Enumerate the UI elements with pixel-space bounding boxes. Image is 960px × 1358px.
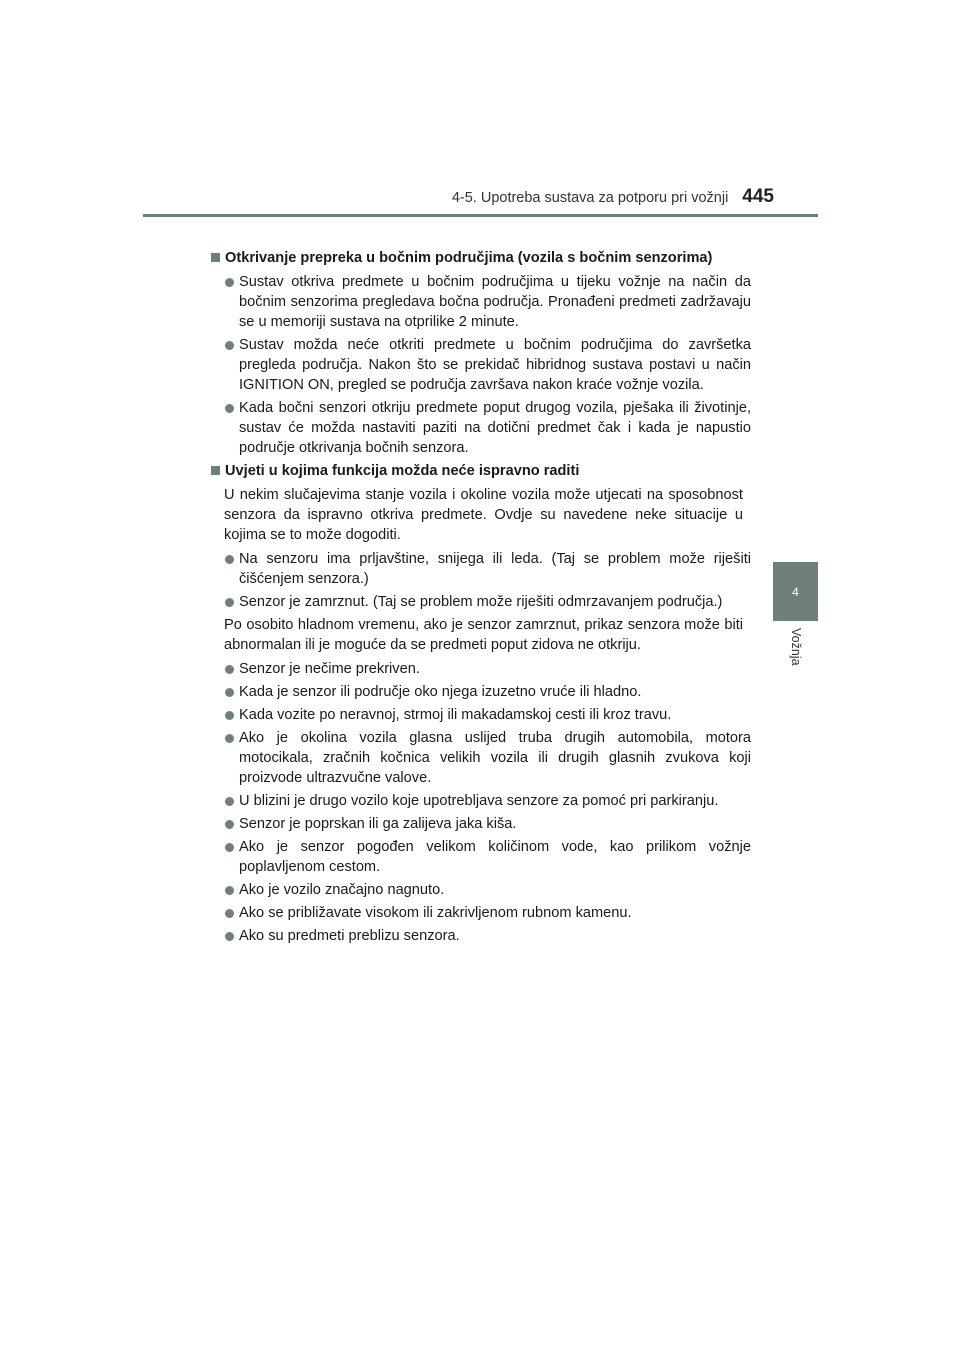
list-item-text: Senzor je nečime prekriven. — [239, 661, 420, 677]
list-item-text: Senzor je zamrznut. (Taj se problem može riješiti odmrzavanjem područja.) — [239, 594, 723, 610]
list-item-text: Sustav možda neće otkriti predmete u bočnim područjima do završetka pregleda područja. Nakon što se prekidač hibridnog sustava postavi u način IGNITION ON, pregled se područja završava nakon kraće vožnje vozila. — [239, 337, 751, 393]
list-item — [209, 659, 751, 679]
list-item-text: Ako je vozilo značajno nagnuto. — [239, 882, 445, 898]
round-bullet-icon — [225, 843, 234, 852]
list-item — [209, 398, 751, 458]
round-bullet-icon — [225, 688, 234, 697]
list-item — [209, 903, 751, 923]
list-item-text: Na senzoru ima prljavštine, snijega ili leda. (Taj se problem može riješiti čišćenjem senzora.) — [239, 551, 751, 587]
list-item-text: Senzor je poprskan ili ga zalijeva jaka kiša. — [239, 816, 517, 832]
round-bullet-icon — [225, 598, 234, 607]
list-item-text: Ako je senzor pogođen velikom količinom vode, kao prilikom vožnje poplavljenom cestom. — [239, 839, 751, 875]
list-item — [209, 837, 751, 877]
round-bullet-icon — [225, 797, 234, 806]
chapter-number: 4 — [792, 584, 799, 599]
round-bullet-icon — [225, 711, 234, 720]
list-item-text: Sustav otkriva predmete u bočnim područjima u tijeku vožnje na način da bočnim senzorima pregledava bočna područja. Pronađeni predmeti zadržavaju se u memoriji sustava na otprilike 2 minute. — [239, 274, 751, 330]
note-paragraph: Po osobito hladnom vremenu, ako je senzor zamrznut, prikaz senzora može biti abnormalan ili je moguće da se predmeti poput zidova ne otkriju. — [224, 617, 743, 653]
list-item — [209, 814, 751, 834]
square-bullet-icon — [211, 253, 220, 262]
list-item — [209, 682, 751, 702]
section-title: 4-5. Upotreba sustava za potporu pri vožnji — [451, 190, 729, 206]
list-item — [209, 272, 751, 332]
section-heading — [209, 248, 751, 268]
round-bullet-icon — [225, 404, 234, 413]
round-bullet-icon — [225, 555, 234, 564]
list-item — [209, 926, 751, 946]
page-content — [209, 248, 751, 949]
list-item — [209, 880, 751, 900]
round-bullet-icon — [225, 932, 234, 941]
chapter-label: Vožnja — [789, 628, 803, 666]
list-item — [209, 728, 751, 788]
list-item — [209, 549, 751, 589]
round-bullet-icon — [225, 734, 234, 743]
list-item — [209, 791, 751, 811]
list-item-text: Kada je senzor ili područje oko njega izuzetno vruće ili hladno. — [239, 684, 642, 700]
round-bullet-icon — [225, 820, 234, 829]
round-bullet-icon — [225, 909, 234, 918]
header-inner — [452, 186, 774, 208]
list-item — [209, 335, 751, 395]
list-item-text: Ako je okolina vozila glasna uslijed truba drugih automobila, motora motocikala, zračnih kočnica velikih vozila ili drugih glasnih zvukova koji proizvode ultrazvučne valove. — [239, 730, 751, 786]
list-item-text: Kada vozite po neravnoj, strmoj ili makadamskoj cesti ili kroz travu. — [239, 707, 672, 723]
list-item-text: Kada bočni senzori otkriju predmete poput drugog vozila, pješaka ili životinje, sustav će možda nastaviti paziti na dotični predmet čak i kada je napustio područje otkrivanja bočnih senzora. — [239, 400, 751, 456]
round-bullet-icon — [225, 278, 234, 287]
round-bullet-icon — [225, 886, 234, 895]
round-bullet-icon — [225, 665, 234, 674]
list-item-text: Ako se približavate visokom ili zakrivljenom rubnom kamenu. — [239, 905, 632, 921]
section-heading-text: Otkrivanje prepreka u bočnim područjima (vozila s bočnim senzorima) — [225, 250, 713, 266]
list-item — [209, 592, 751, 612]
list-item-text: U blizini je drugo vozilo koje upotrebljava senzore za pomoć pri parkiranju. — [239, 793, 719, 809]
section-heading-text: Uvjeti u kojima funkcija možda neće ispravno raditi — [225, 463, 580, 479]
intro-paragraph: U nekim slučajevima stanje vozila i okoline vozila može utjecati na sposobnost senzora da ispravno otkriva predmete. Ovdje su navedene neke situacije u kojima se to može dogoditi. — [224, 487, 743, 543]
chapter-tab — [773, 562, 818, 621]
page-number: 445 — [742, 186, 774, 207]
section-heading — [209, 461, 751, 481]
square-bullet-icon — [211, 466, 220, 475]
page-header — [143, 186, 818, 217]
list-item — [209, 705, 751, 725]
round-bullet-icon — [225, 341, 234, 350]
list-item-text: Ako su predmeti preblizu senzora. — [239, 928, 460, 944]
